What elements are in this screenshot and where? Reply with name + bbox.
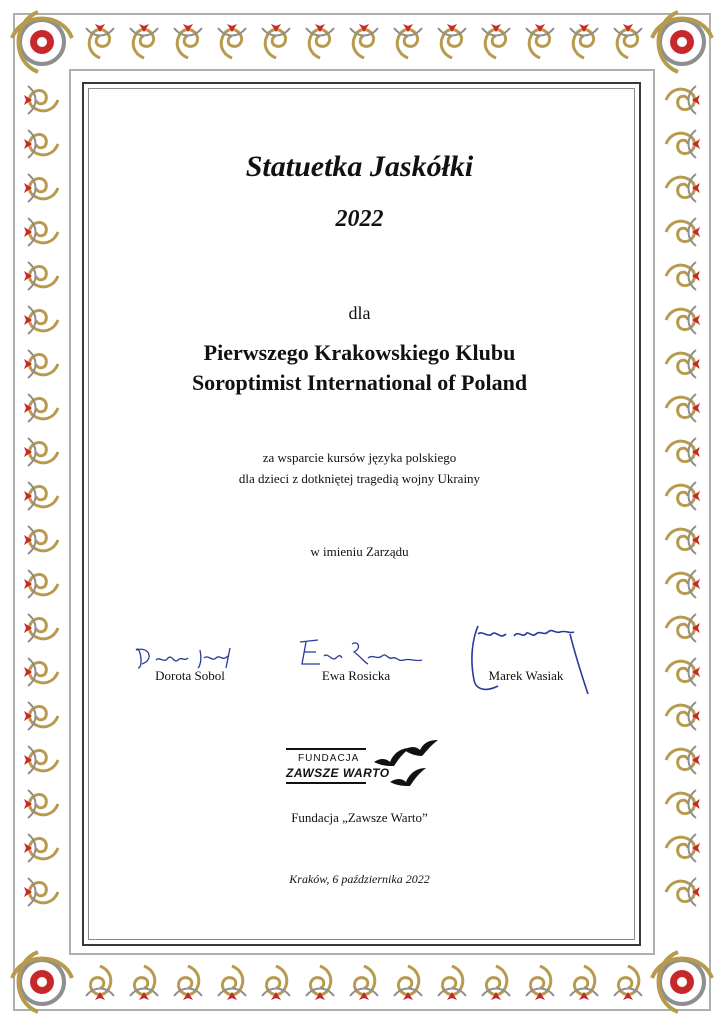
logo-rule-bottom <box>286 782 366 784</box>
signatory-name: Ewa Rosicka <box>321 668 391 683</box>
foundation-caption: Fundacja „Zawsze Warto” <box>291 810 428 825</box>
reason-line-1: za wsparcie kursów języka polskiego <box>262 450 457 465</box>
recipient-line-2: Soroptimist International of Poland <box>191 370 528 395</box>
reason-line-2: dla dzieci z dotkniętej tragedią wojny Ukrainy <box>238 471 481 486</box>
foundation-logo-top: FUNDACJA <box>298 753 360 764</box>
place-and-date: Kraków, 6 października 2022 <box>289 872 430 886</box>
signatory-name: Marek Wasiak <box>488 668 564 683</box>
signature-marek-wasiak <box>462 620 602 700</box>
recipient-line-1: Pierwszego Krakowskiego Klubu <box>203 340 516 365</box>
certificate-title: Statuetka Jaskółki <box>245 150 474 183</box>
foundation-logo-main: ZAWSZE WARTO <box>286 766 390 780</box>
logo-rule-top <box>286 748 366 750</box>
signatory-name: Dorota Sobol <box>155 668 225 683</box>
on-behalf-text: w imieniu Zarządu <box>310 544 409 559</box>
certificate-year: 2022 <box>335 206 384 232</box>
swallows-icon <box>370 740 440 796</box>
for-word: dla <box>348 303 371 323</box>
